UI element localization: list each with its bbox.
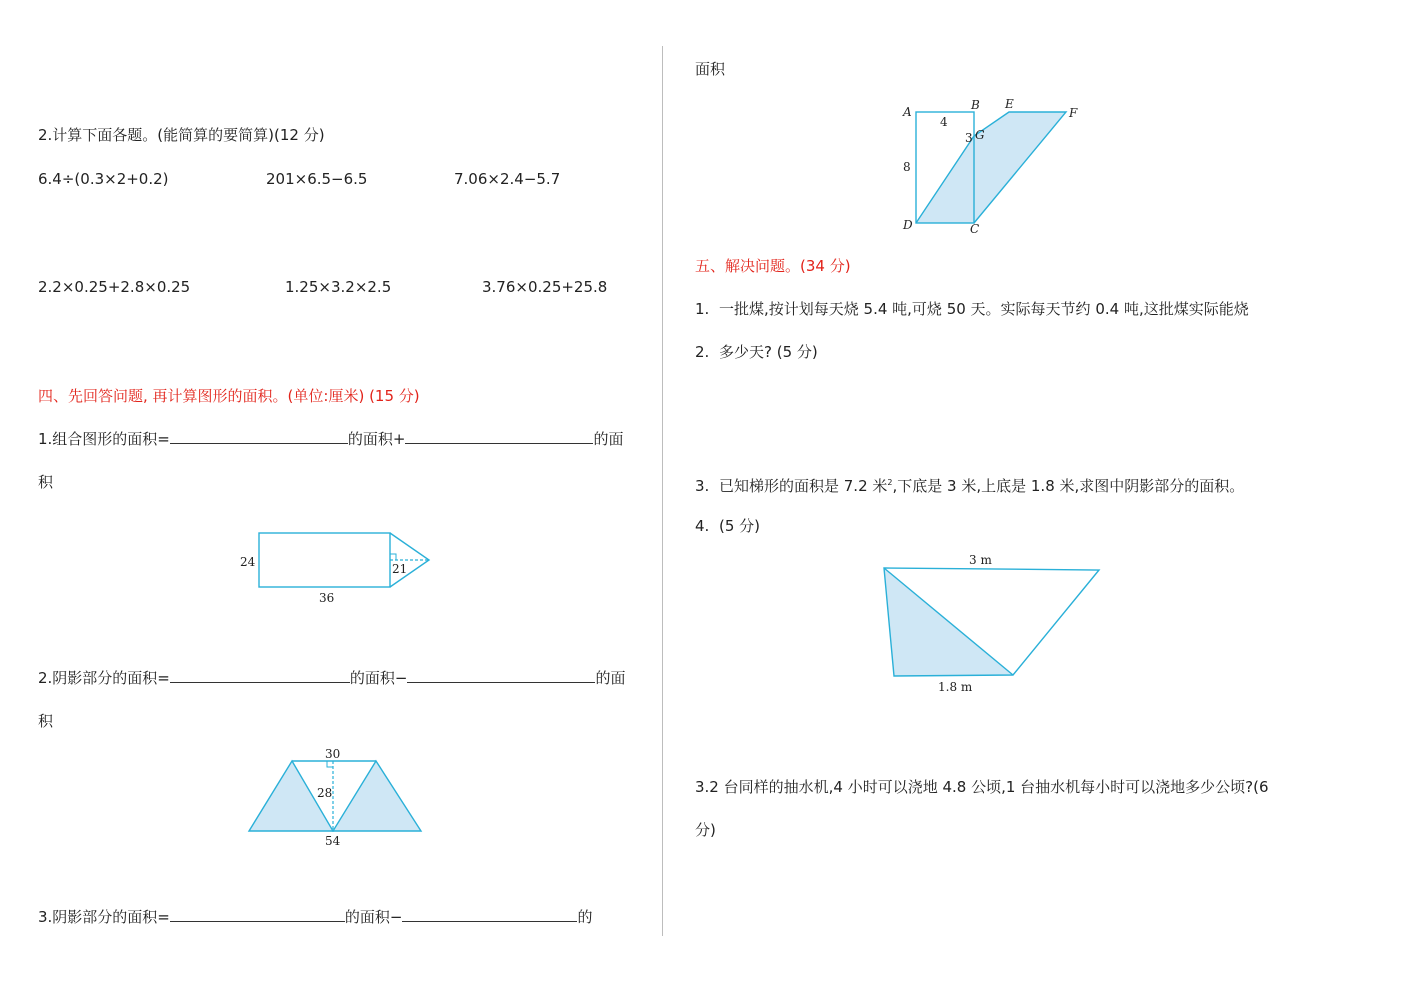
label-AD: 8 — [903, 160, 911, 174]
question-4-2 — [38, 668, 625, 688]
question-3-line1: 3.2 台同样的抽水机,4 小时可以浇地 4.8 公顷,1 台抽水机每小时可以浇地多少公顷?(6 — [695, 778, 1269, 796]
label-AB: 4 — [940, 115, 948, 129]
label-A: A — [903, 105, 912, 119]
figure-rectangle-triangle — [230, 522, 450, 612]
label-triangle-height: 21 — [392, 562, 408, 576]
superscript: 2 — [887, 478, 893, 487]
shaded-triangle-right — [333, 761, 421, 831]
problem-number: 1. — [695, 300, 710, 318]
problem-3 — [695, 473, 1244, 496]
label-F: F — [1069, 106, 1078, 120]
label-width: 36 — [319, 591, 335, 605]
q-text-continued: 积 — [38, 473, 54, 491]
problem-text: 一批煤,按计划每天烧 5.4 吨,可烧 50 天。实际每天节约 0.4 吨,这批煤实际能烧 — [719, 300, 1249, 318]
shaded-region — [916, 112, 1066, 223]
q-text-continued: 积 — [38, 712, 54, 730]
label-BG: 3 — [965, 131, 973, 145]
label-bottom: 54 — [325, 834, 341, 848]
q-text: 的面积+ — [347, 430, 406, 448]
answer-blank[interactable] — [407, 668, 595, 683]
label-C: C — [970, 222, 980, 236]
question-4-1 — [38, 429, 623, 449]
problem-number: 4. — [695, 517, 710, 535]
problem-1 — [695, 299, 1249, 319]
q-text: 的面积− — [344, 908, 403, 926]
q-text: 的 — [577, 908, 593, 926]
label-height: 24 — [240, 555, 256, 569]
q-text: 3.阴影部分的面积= — [38, 908, 170, 926]
label-E: E — [1005, 97, 1014, 111]
figure-rectangle-parallelogram — [895, 95, 1085, 240]
answer-blank[interactable] — [170, 668, 350, 683]
column-divider — [662, 46, 663, 936]
question-4-3 — [38, 907, 592, 927]
svg-defs — [0, 0, 1, 1]
problem-number: 3. — [695, 477, 710, 495]
q-text: 的面 — [595, 669, 626, 687]
question-3-line2: 分) — [695, 821, 716, 839]
calc-item: 201×6.5−6.5 — [266, 170, 368, 188]
calc-item: 3.76×0.25+25.8 — [482, 278, 608, 296]
label-G: G — [975, 128, 985, 142]
answer-blank[interactable] — [170, 429, 348, 444]
calc-item: 2.2×0.25+2.8×0.25 — [38, 278, 191, 296]
q-text: 的面积− — [349, 669, 408, 687]
section-4-title: 四、先回答问题, 再计算图形的面积。(单位:厘米) (15 分) — [38, 387, 420, 405]
problem-text: 已知梯形的面积是 7.2 米 — [719, 477, 888, 495]
rectangle-shape — [259, 533, 390, 587]
calc-item: 1.25×3.2×2.5 — [285, 278, 392, 296]
label-top: 30 — [325, 747, 341, 761]
label-height: 28 — [317, 786, 333, 800]
calc-item: 7.06×2.4−5.7 — [454, 170, 561, 188]
problem-4 — [695, 516, 760, 536]
q-text-continued: 面积 — [695, 60, 726, 78]
q-text: 的面 — [593, 430, 624, 448]
problem-text: ,下底是 3 米,上底是 1.8 米,求图中阴影部分的面积。 — [892, 477, 1245, 495]
q-text: 1.组合图形的面积= — [38, 430, 170, 448]
label-D: D — [903, 218, 913, 232]
problem-number: 2. — [695, 343, 710, 361]
calc-item: 6.4÷(0.3×2+0.2) — [38, 170, 169, 188]
answer-blank[interactable] — [170, 907, 345, 922]
answer-blank[interactable] — [402, 907, 577, 922]
label-top: 3 m — [969, 553, 992, 567]
question-2-title: 2.计算下面各题。(能简算的要简算)(12 分) — [38, 126, 325, 144]
answer-blank[interactable] — [405, 429, 593, 444]
q-text: 2.阴影部分的面积= — [38, 669, 170, 687]
problem-text: (5 分) — [719, 517, 761, 535]
label-bottom: 1.8 m — [938, 680, 973, 694]
label-B: B — [971, 98, 980, 112]
section-5-title: 五、解决问题。(34 分) — [695, 257, 851, 275]
right-angle-mark — [390, 554, 396, 560]
figure-trapezoid — [870, 548, 1115, 698]
problem-2 — [695, 342, 818, 362]
right-angle-mark — [327, 761, 333, 767]
problem-text: 多少天? (5 分) — [719, 343, 818, 361]
figure-trapezoid-shaded — [240, 742, 440, 852]
